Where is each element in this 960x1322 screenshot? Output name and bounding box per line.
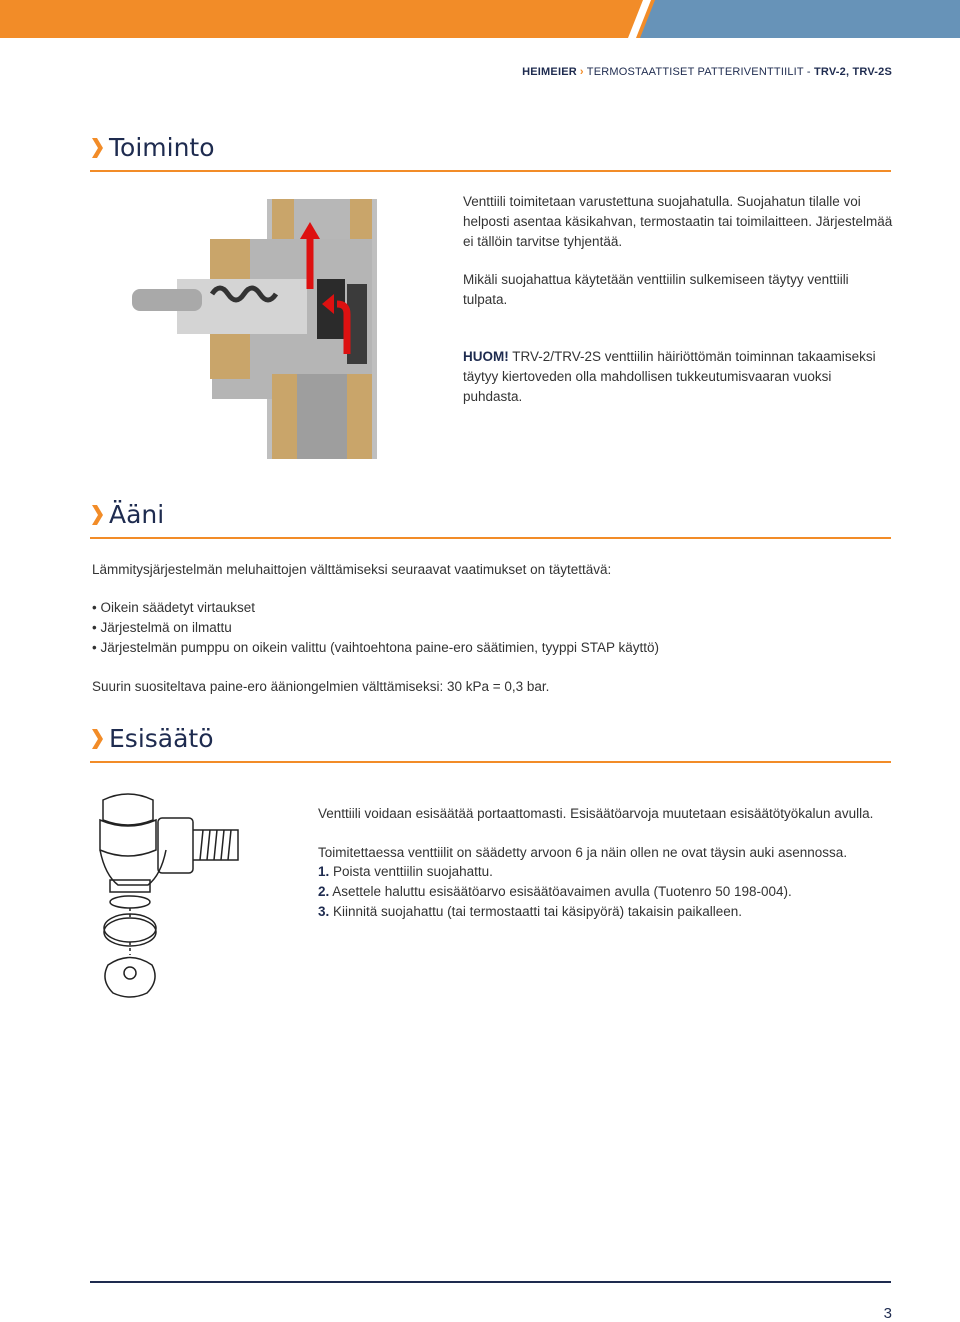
list-item: • Järjestelmän pumppu on oikein valittu (vaihtoehtona paine-ero säätimien, tyyppi STAP käyttö) <box>92 638 659 658</box>
section-title-toiminto <box>90 133 215 162</box>
esisaato-paragraph-2: Toimitettaessa venttiilit on säädetty arvoon 6 ja näin ollen ne ovat täysin auki asennossa. <box>318 845 848 860</box>
header-title: TERMOSTAATTISET PATTERIVENTTIILIT - <box>586 66 814 78</box>
note-text: TRV-2/TRV-2S venttiilin häiriöttömän toiminnan takaamiseksi täytyy kiertoveden olla mahdollisen tukkeutumisvaaran vuoksi puhdasta. <box>463 349 876 404</box>
page-number: 3 <box>883 1305 892 1322</box>
list-item <box>318 882 893 902</box>
section-title-text: Esisäätö <box>109 724 214 753</box>
list-item: • Järjestelmä on ilmattu <box>92 618 659 638</box>
esisaato-paragraph-1: Venttiili voidaan esisäätää portaattomasti. Esisäätöarvoja muutetaan esisäätötyökalun avulla. <box>318 806 874 821</box>
list-item <box>318 902 893 922</box>
section-title-esisaato <box>90 724 214 753</box>
section-title-aani <box>90 500 164 529</box>
aani-bullet-list <box>92 598 659 658</box>
valve-cutaway-image <box>122 194 387 459</box>
aani-recommendation: Suurin suositeltava paine-ero ääniongelmien välttämiseksi: 30 kPa = 0,3 bar. <box>92 679 550 694</box>
esisaato-steps <box>318 862 893 922</box>
toiminto-paragraph-2: Mikäli suojahattua käytetään venttiilin sulkemiseen täytyy venttiili tulpata. <box>463 272 849 307</box>
presetting-drawing <box>88 790 248 1000</box>
toiminto-note <box>463 347 893 407</box>
step-number: 3. <box>318 904 330 919</box>
list-item: • Oikein säädetyt virtaukset <box>92 598 659 618</box>
step-number: 2. <box>318 884 330 899</box>
note-label: HUOM! <box>463 349 509 364</box>
running-header <box>522 66 892 78</box>
list-item <box>318 862 893 882</box>
toiminto-paragraph-1: Venttiili toimitetaan varustettuna suojahatulla. Suojahatun tilalle voi helposti asentaa käsikahvan, termostaatin tai toimilaitteen. Järjestelmää ei tällöin tarvitse tyhjentää. <box>463 194 893 249</box>
chevron-icon: › <box>579 66 584 78</box>
chevron-icon <box>90 136 104 160</box>
step-text: Asettele haluttu esisäätöarvo esisäätöavaimen avulla (Tuotenro 50 198-004). <box>329 884 792 899</box>
section-divider <box>90 537 891 539</box>
section-divider <box>90 761 891 763</box>
footer-divider <box>90 1281 891 1283</box>
section-title-text: Toiminto <box>109 133 215 162</box>
step-number: 1. <box>318 864 330 879</box>
top-color-bar <box>0 0 960 38</box>
chevron-icon <box>90 727 104 751</box>
section-title-text: Ääni <box>109 500 165 529</box>
brand-name: HEIMEIER <box>522 66 577 78</box>
step-text: Kiinnitä suojahattu (tai termostaatti tai käsipyörä) takaisin paikalleen. <box>329 904 742 919</box>
step-text: Poista venttiilin suojahattu. <box>329 864 493 879</box>
header-model: TRV-2, TRV-2S <box>814 66 892 78</box>
section-divider <box>90 170 891 172</box>
aani-intro: Lämmitysjärjestelmän meluhaittojen välttämiseksi seuraavat vaatimukset on täytettävä: <box>92 562 612 577</box>
chevron-icon <box>90 503 104 527</box>
